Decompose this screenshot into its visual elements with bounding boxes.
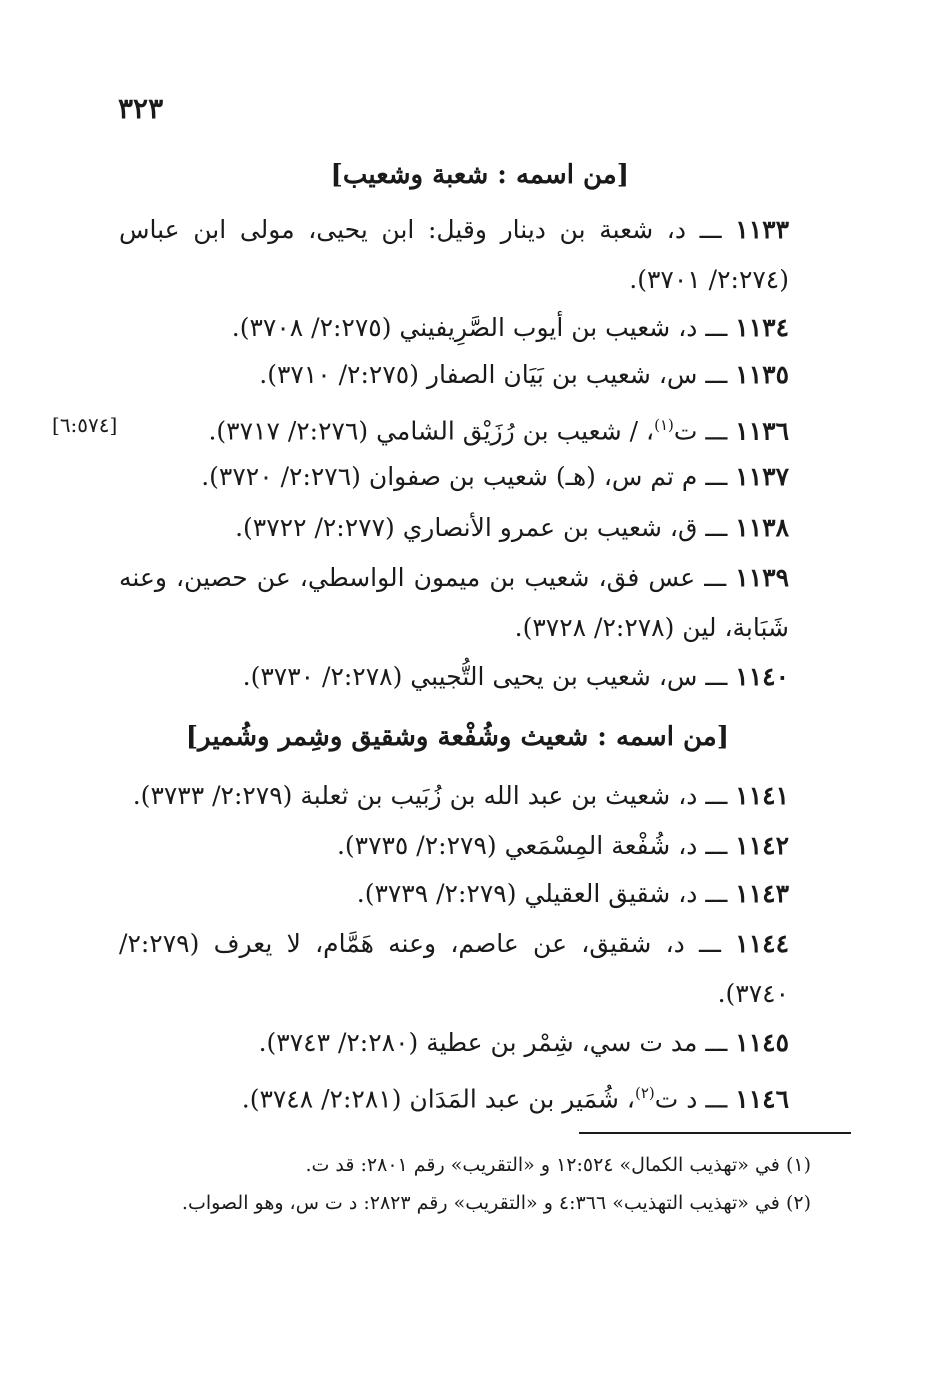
entry-number: ١١٤١ xyxy=(735,781,789,810)
entry-prefix: ـــ ت xyxy=(673,416,728,446)
entry-1137 xyxy=(201,452,789,502)
entry-1145 xyxy=(259,1018,789,1068)
entry-1139 xyxy=(119,553,789,653)
entry-number: ١١٣٧ xyxy=(735,462,789,491)
entry-number: ١١٣٨ xyxy=(735,513,789,542)
entry-text: ـــ د، شُفْعة المِسْمَعي (٢:٢٧٩/ ٣٧٣٥). xyxy=(336,831,728,860)
entry-number: ١١٤٦ xyxy=(735,1084,789,1114)
entry-text: ـــ مد ت سي، شِمْر بن عطية (٢:٢٨٠/ ٣٧٤٣). xyxy=(258,1028,728,1057)
entry-1134 xyxy=(232,303,789,353)
footnote-2 xyxy=(121,1186,811,1220)
entry-1141 xyxy=(133,771,789,821)
entry-text: ـــ د، شقيق، عن عاصم، وعنه هَمَّام، لا يعرف (٢:٢٧٩/ ٣٧٤٠). xyxy=(119,929,789,1008)
entry-number: ١١٤٣ xyxy=(735,879,789,908)
footnote-ref[interactable]: (١) xyxy=(654,416,674,434)
entry-1136 xyxy=(208,400,789,456)
entry-number: ١١٣٩ xyxy=(735,563,789,592)
entry-text: ، شُمَير بن عبد المَدَان (٢:٢٨١/ ٣٧٤٨). xyxy=(241,1084,635,1114)
entry-number: ١١٤٥ xyxy=(735,1028,789,1057)
footnote-ref[interactable]: (٢) xyxy=(635,1084,655,1102)
entry-text: ـــ د، شقيق العقيلي (٢:٢٧٩/ ٣٧٣٩). xyxy=(356,879,728,908)
entry-text: ـــ س، شعيب بن بَيَان الصفار (٢:٢٧٥/ ٣٧١٠). xyxy=(259,360,728,389)
entry-number: ١١٣٤ xyxy=(735,313,789,342)
entry-1144 xyxy=(119,919,789,1019)
entry-text: ـــ د، شعيث بن عبد الله بن زُبَيب بن ثعلبة (٢:٢٧٩/ ٣٧٣٣). xyxy=(132,781,728,810)
entry-text: ـــ عس فق، شعيب بن ميمون الواسطي، عن حصين، وعنه شَبَابة، لين (٢:٢٧٨/ ٣٧٢٨). xyxy=(119,563,789,642)
entry-1142 xyxy=(337,821,789,871)
entry-1138 xyxy=(235,503,789,553)
entry-number: ١١٣٦ xyxy=(735,416,789,446)
margin-note: [٦:٥٧٤] xyxy=(52,413,118,437)
entry-text: ـــ ق، شعيب بن عمرو الأنصاري (٢:٢٧٧/ ٣٧٢٢). xyxy=(235,513,728,542)
section-heading-shuba-shuayb: [من اسمه : شعبة وشعيب] xyxy=(330,160,629,190)
entry-number: ١١٤٠ xyxy=(735,662,789,691)
footnote-text: في «تهذيب الكمال» ١٢:٥٢٤ و «التقريب» رقم ٢٨٠١: قد ت. xyxy=(305,1154,780,1176)
entry-1135 xyxy=(259,350,789,400)
footnote-1 xyxy=(121,1148,811,1182)
entry-number: ١١٤٤ xyxy=(735,929,789,958)
entry-1140 xyxy=(243,652,789,702)
entry-prefix: ـــ د ت xyxy=(654,1084,728,1114)
entry-number: ١١٣٥ xyxy=(735,360,789,389)
section-heading-shuayth: [من اسمه : شعيث وشُفْعة وشقيق وشِمر وشُمير] xyxy=(185,722,729,752)
entry-text: ـــ د، شعبة بن دينار وقيل: ابن يحيى، مولى ابن عباس (٢:٢٧٤/ ٣٧٠١). xyxy=(119,215,789,294)
footnote-number: (٢) xyxy=(785,1192,811,1214)
footnote-text: في «تهذيب التهذيب» ٤:٣٦٦ و «التقريب» رقم ٢٨٢٣: د ت س، وهو الصواب. xyxy=(181,1192,780,1214)
entry-text: ـــ د، شعيب بن أيوب الصَّرِيفيني (٢:٢٧٥/ ٣٧٠٨). xyxy=(231,313,728,342)
footnote-divider xyxy=(579,1132,851,1134)
entry-number: ١١٣٣ xyxy=(735,215,789,244)
entry-1146 xyxy=(242,1068,789,1124)
entry-number: ١١٤٢ xyxy=(735,831,789,860)
footnote-number: (١) xyxy=(785,1154,811,1176)
entry-1143 xyxy=(357,869,789,919)
entry-text: ـــ م تم س، (هـ) شعيب بن صفوان (٢:٢٧٦/ ٣٧٢٠). xyxy=(201,462,728,491)
entry-text: ـــ س، شعيب بن يحيى التُّجيبي (٢:٢٧٨/ ٣٧٣٠). xyxy=(242,662,728,691)
entry-text: ، / شعيب بن رُزَيْق الشامي (٢:٢٧٦/ ٣٧١٧). xyxy=(208,416,655,446)
entry-1133 xyxy=(119,205,789,305)
page-number: ٣٢٣ xyxy=(118,92,164,125)
